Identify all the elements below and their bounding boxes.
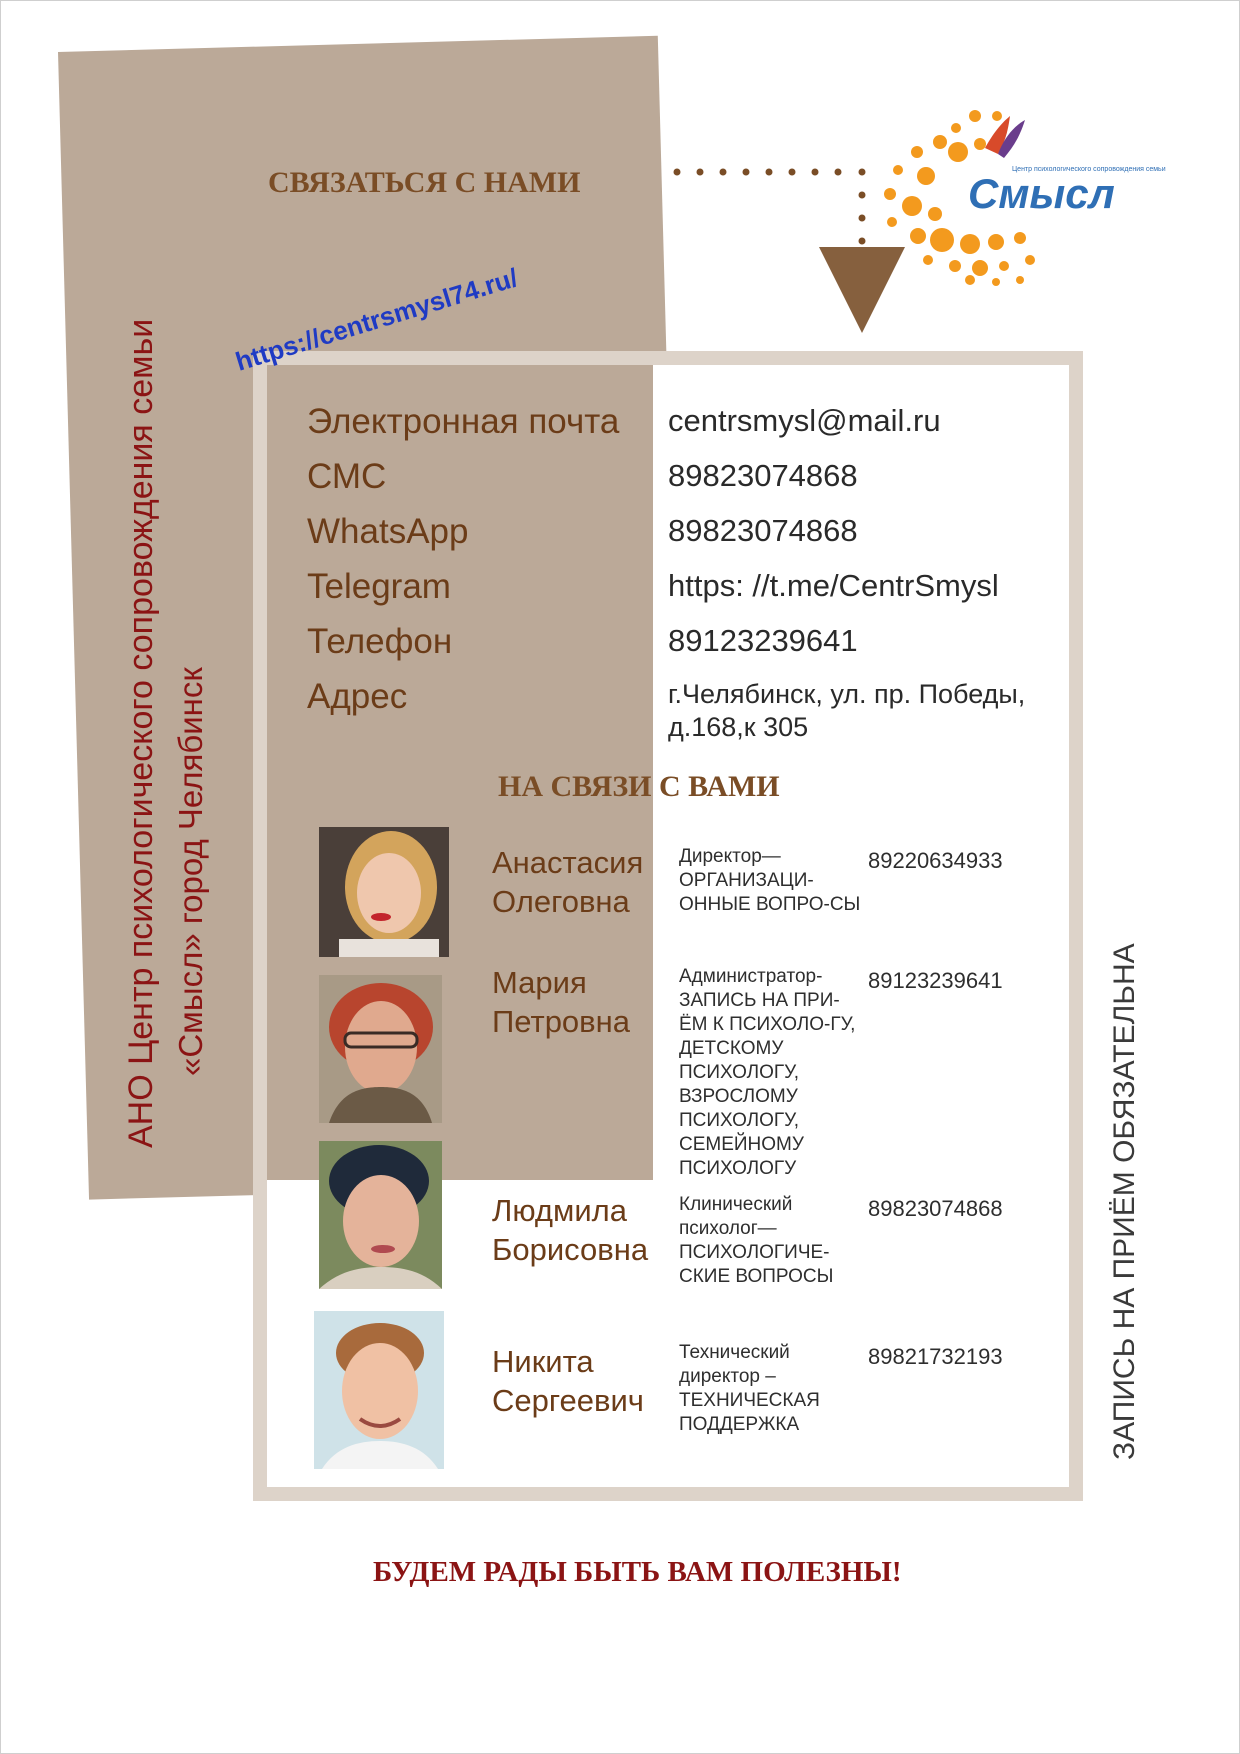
- contact-value-email[interactable]: centrsmysl@mail.ru: [668, 403, 941, 438]
- member-name-first-3: Людмила: [492, 1193, 627, 1228]
- appointment-note: ЗАПИСЬ НА ПРИЁМ ОБЯЗАТЕЛЬНА: [1108, 943, 1141, 1460]
- footer-message: БУДЕМ РАДЫ БЫТЬ ВАМ ПОЛЕЗНЫ!: [373, 1556, 902, 1588]
- member-phone-3[interactable]: 89823074868: [868, 1196, 1003, 1221]
- team-title: НА СВЯЗИ С ВАМИ: [498, 770, 780, 803]
- member-photo-4: [314, 1311, 444, 1469]
- member-name-first-2: Мария: [492, 965, 587, 1000]
- member-name-second-4: Сергеевич: [492, 1383, 644, 1418]
- member-name-second-3: Борисовна: [492, 1232, 649, 1267]
- contact-value-whatsapp[interactable]: 89823074868: [668, 513, 858, 548]
- contact-value-address: г.Челябинск, ул. пр. Победы, д.168,к 305: [668, 679, 1026, 742]
- contact-value-sms[interactable]: 89823074868: [668, 458, 858, 493]
- contact-label-email: Электронная почта: [307, 402, 620, 441]
- contact-title: СВЯЗАТЬСЯ С НАМИ: [268, 166, 581, 199]
- member-photo-2: [319, 975, 442, 1123]
- member-role-1: Директор— ОРГАНИЗАЦИ-ОННЫЕ ВОПРО-СЫ: [679, 846, 861, 915]
- member-photo-3: [319, 1141, 442, 1289]
- side-org-line1: АНО Центр психологического сопровождения семьи: [122, 318, 160, 1148]
- member-phone-4[interactable]: 89821732193: [868, 1344, 1003, 1369]
- website-link[interactable]: https://centrsmysl74.ru/: [232, 262, 522, 377]
- contact-label-whatsapp: WhatsApp: [307, 512, 469, 551]
- member-name-first-4: Никита: [492, 1344, 594, 1379]
- contact-value-telegram[interactable]: https: //t.me/CentrSmysl: [668, 568, 999, 603]
- contact-label-phone: Телефон: [307, 622, 453, 661]
- contact-label-sms: СМС: [307, 457, 387, 496]
- contact-label-address: Адрес: [307, 677, 408, 716]
- logo-tagline: Центр психологического сопровождения семьи: [1012, 166, 1166, 173]
- side-org-line2: «Смысл» город Челябинск: [172, 667, 209, 1076]
- member-role-2: Администратор-ЗАПИСЬ НА ПРИ-ЁМ К ПСИХОЛО-ГУ, ДЕТСКОМУ ПСИХОЛОГУ, ВЗРОСЛОМУ ПСИХОЛОГУ, СЕМЕЙНОМУ ПСИХОЛОГУ: [679, 966, 856, 1179]
- member-role-4: Технический директор – ТЕХНИЧЕСКАЯ ПОДДЕРЖКА: [679, 1342, 820, 1435]
- member-photo-1: [319, 827, 449, 957]
- member-phone-1[interactable]: 89220634933: [868, 848, 1003, 873]
- member-phone-2[interactable]: 89123239641: [868, 968, 1003, 993]
- member-name-first-1: Анастасия: [492, 845, 644, 880]
- member-name-second-1: Олеговна: [492, 884, 630, 919]
- member-name-second-2: Петровна: [492, 1004, 631, 1039]
- contact-label-telegram: Telegram: [307, 567, 451, 606]
- contact-value-phone[interactable]: 89123239641: [668, 623, 858, 658]
- member-role-3: Клинический психолог— ПСИХОЛОГИЧЕ-СКИЕ ВОПРОСЫ: [679, 1194, 834, 1287]
- logo-name: Смысл: [968, 170, 1115, 217]
- logo: [880, 108, 1166, 288]
